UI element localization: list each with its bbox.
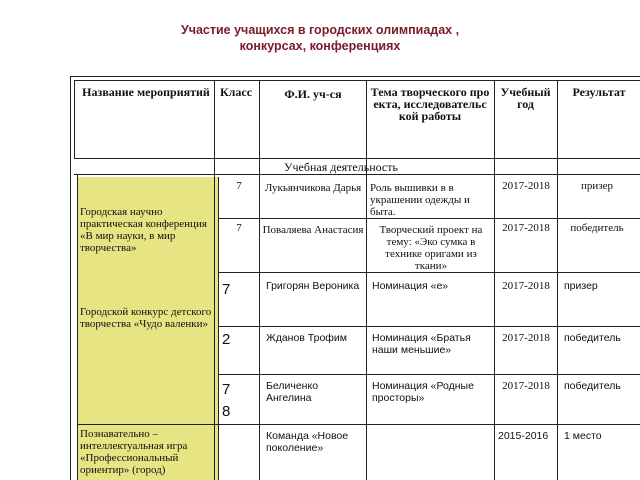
header-topic: Тема творческого проекта, исследовательской работы: [370, 85, 490, 123]
row-student: Поваляева Анастасия: [262, 224, 364, 236]
row-topic: Номинация «е»: [372, 280, 449, 292]
page-title-line-2: конкурсах, конференциях: [239, 39, 401, 53]
header-class: Класс: [219, 85, 253, 99]
page-title: [0, 22, 640, 54]
page-title-line-1: Участие учащихся в городских олимпиадах ,: [180, 23, 460, 37]
row-class: 2: [222, 331, 231, 348]
event-name: Городская научно практическая конференция «В мир науки, в мир творчества»: [80, 206, 207, 254]
row-result: победитель: [564, 332, 621, 344]
row-result: победитель: [564, 380, 621, 392]
event-name: Познавательно – интеллектуальная игра «Профессиональный ориентир» (город): [80, 428, 188, 476]
row-topic: Роль вышивки в в украшении одежды и быта.: [370, 182, 470, 218]
row-year: 2017-2018: [502, 380, 550, 392]
row-class: 7: [222, 281, 231, 298]
row-class: 8: [222, 403, 231, 420]
row-year: 2017-2018: [502, 180, 550, 192]
row-topic: Номинация «Родные просторы»: [372, 380, 474, 404]
row-year: 2015-2016: [498, 430, 549, 442]
row-result: победитель: [570, 222, 624, 234]
header-event: Название мероприятий: [82, 85, 210, 99]
row-year: 2017-2018: [502, 222, 550, 234]
header-result: Результат: [572, 85, 626, 99]
row-student: Команда «Новое поколение»: [266, 430, 349, 454]
header-student: Ф.И. уч-ся: [284, 87, 342, 101]
row-result: призер: [580, 180, 613, 192]
row-student: Жданов Трофим: [266, 332, 348, 344]
row-topic: Творческий проект на тему: «Эко сумка в технике оригами из ткани»: [379, 224, 483, 272]
row-result: призер: [564, 280, 598, 292]
row-class: 7: [236, 222, 242, 234]
row-student: Беличенко Ангелина: [266, 380, 319, 404]
row-topic: Номинация «Братья наши меньшие»: [372, 332, 471, 356]
row-result: 1 место: [564, 430, 602, 442]
row-class: 7: [222, 381, 231, 398]
section-label: Учебная деятельность: [284, 160, 398, 174]
row-student: Григорян Вероника: [266, 280, 360, 292]
event-name: Городской конкурс детского творчества «Чудо валенки»: [80, 306, 212, 330]
row-class: 7: [236, 180, 242, 192]
row-year: 2017-2018: [502, 332, 550, 344]
row-student: Лукьянчикова Дарья: [264, 182, 362, 194]
header-year: Учебный год: [500, 85, 551, 111]
row-year: 2017-2018: [502, 280, 550, 292]
